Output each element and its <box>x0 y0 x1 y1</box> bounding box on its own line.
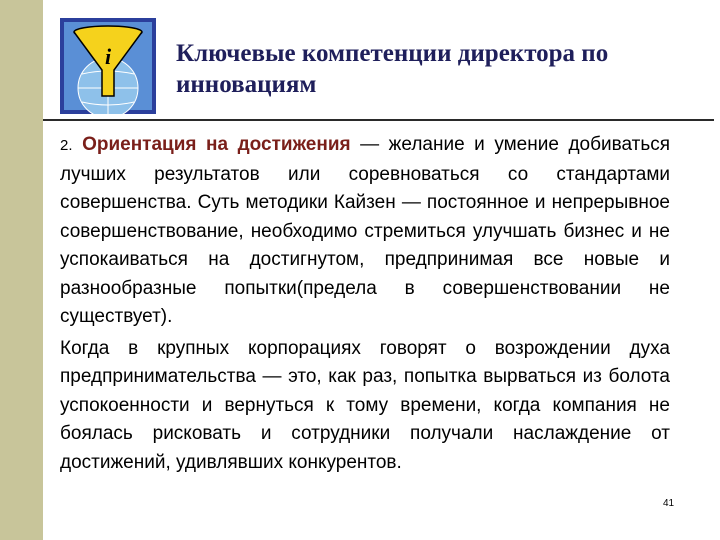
svg-text:i: i <box>104 44 112 69</box>
page-title: Ключевые компетенции директора по инновациям <box>176 40 609 98</box>
body-text <box>60 131 670 480</box>
highlighted-term: Ориентация на достижения <box>82 134 351 155</box>
left-accent-band <box>0 0 43 540</box>
paragraph-achievement-orientation <box>60 131 670 332</box>
funnel-info-icon <box>60 18 156 114</box>
title-divider <box>43 119 714 121</box>
page-number: 41 <box>663 498 675 509</box>
paragraph-text: — желание и умение добиваться лучших результатов или соревноваться со стандартами совершенства. Суть методики Кайзен — постоянное и непрерывное совершенствование, необходимо стремиться улучшать бизнес и не успокаиваться на достигнутом, предпринимая все новые и разнообразные попытки(предела в совершенствовании не существует). <box>60 134 671 327</box>
paragraph-entrepreneurship: Когда в крупных корпорациях говорят о возрождении духа предпринимательства — это, как раз, попытка вырваться из болота успокоенности и вернуться к тому времени, когда компания не боялась рисковать и сотрудники получали наслаждение от достижений, удивлявших конкурентов. <box>60 337 670 473</box>
list-number: 2. <box>60 137 73 154</box>
